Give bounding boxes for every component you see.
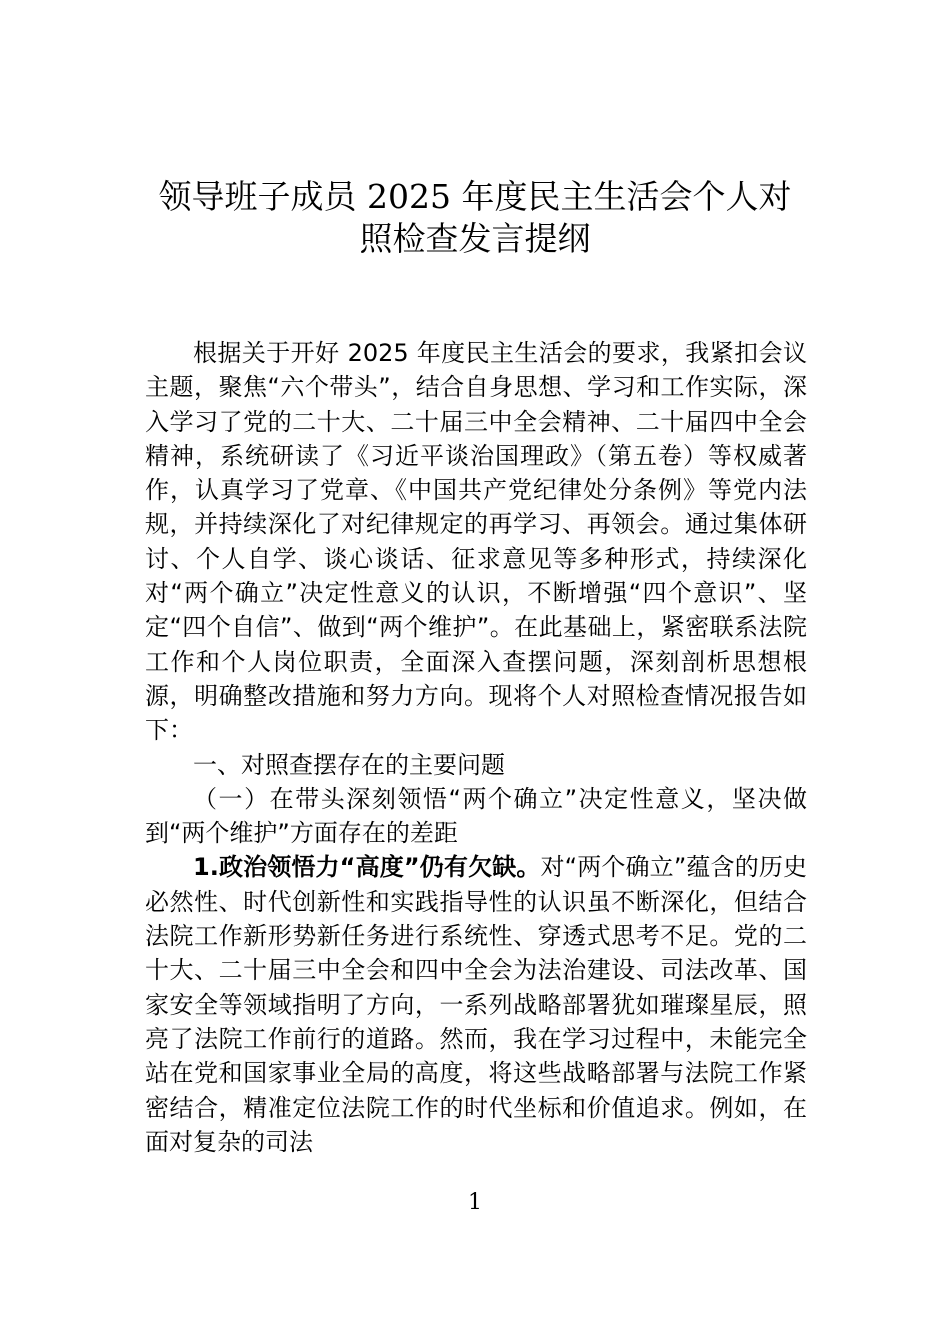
- point-1-paragraph: [145, 850, 807, 1159]
- section-heading-1: 一、对照查摆存在的主要问题: [193, 750, 505, 779]
- document-title-line-2: 照检查发言提纲: [359, 219, 591, 258]
- intro-paragraph: 根据关于开好 2025 年度民主生活会的要求，我紧扣会议主题，聚焦“六个带头”，结合自身思想、学习和工作实际，深入学习了党的二十大、二十届三中全会精神、二十届四中全会精神，系统研读了《习近平谈治国理政》（第五卷）等权威著作，认真学习了党章、《中国共产党纪律处分条例》等党内法规，并持续深化了对纪律规定的再学习、再领会。通过集体研讨、个人自学、谈心谈话、征求意见等多种形式，持续深化对“两个确立”决定性意义的认识，不断增强“四个意识”、坚定“四个自信”、做到“两个维护”。在此基础上，紧密联系法院工作和个人岗位职责，全面深入查摆问题，深刻剖析思想根源，明确整改措施和努力方向。现将个人对照检查情况报告如下：: [145, 339, 807, 745]
- point-1-body: 对“两个确立”蕴含的历史必然性、时代创新性和实践指导性的认识虽不断深化，但结合法院工作新形势新任务进行系统性、穿透式思考不足。党的二十大、二十届三中全会和四中全会为法治建设、司法改革、国家安全等领域指明了方向，一系列战略部署犹如璀璨星辰，照亮了法院工作前行的道路。然而，我在学习过程中，未能完全站在党和国家事业全局的高度，将这些战略部署与法院工作紧密结合，精准定位法院工作的时代坐标和价值追求。例如，在面对复杂的司法: [145, 853, 807, 1156]
- page-number: 1: [468, 1190, 482, 1215]
- document-title-line-1: 领导班子成员 2025 年度民主生活会个人对: [158, 177, 792, 216]
- point-1-title: 1.政治领悟力“高度”仍有欠缺。: [193, 853, 541, 882]
- document-body: [145, 336, 807, 1159]
- subsection-heading-1: （一）在带头深刻领悟“两个确立”决定性意义，坚决做到“两个维护”方面存在的差距: [145, 784, 807, 848]
